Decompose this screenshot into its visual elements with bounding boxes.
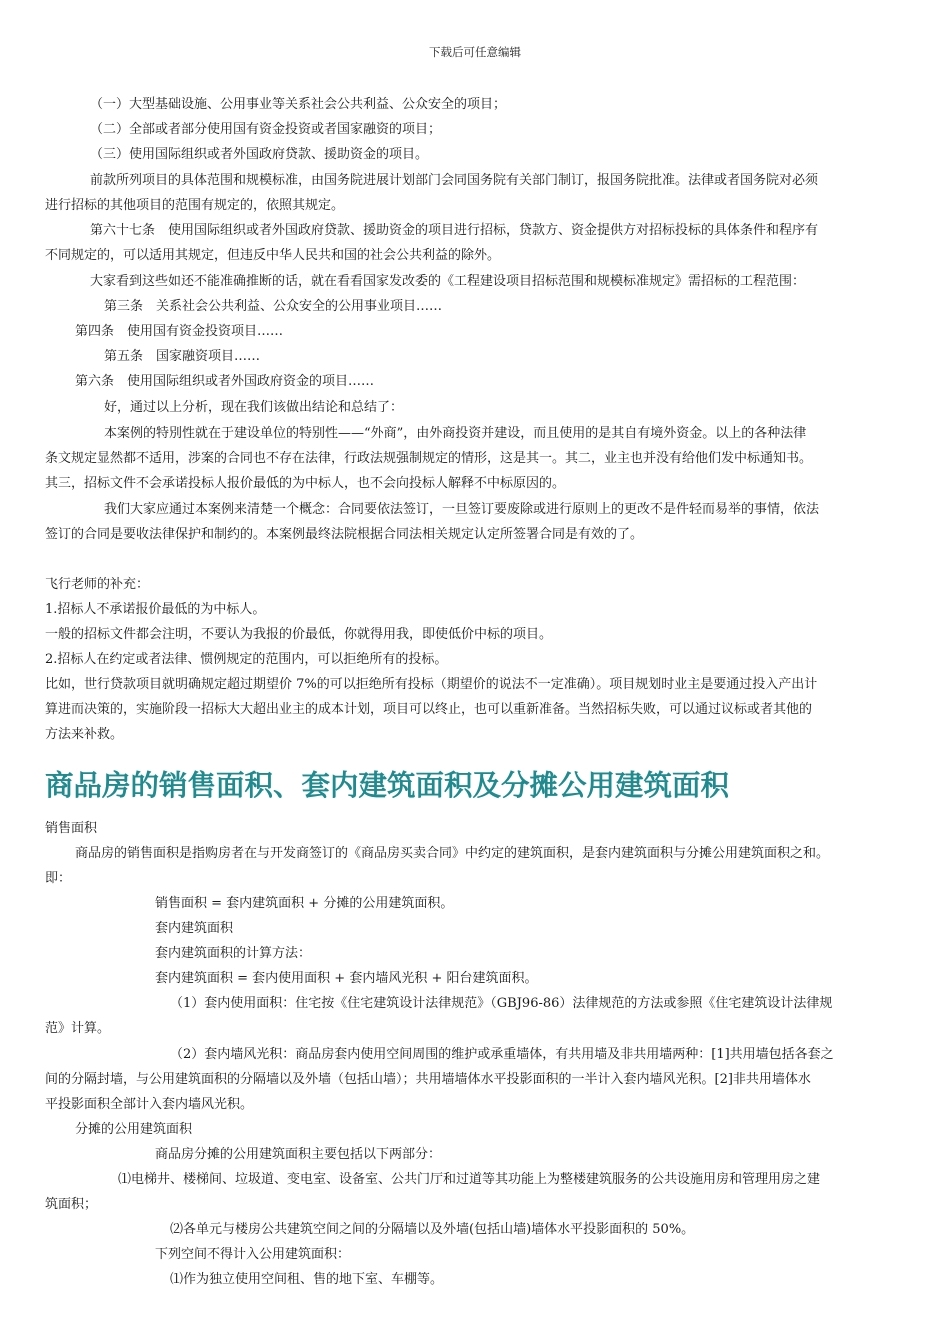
article-line: 第四条 使用国有资金投资项目…… (75, 324, 284, 339)
article-line: 第三条 关系社会公共利益、公众安全的公用事业项目…… (104, 299, 443, 314)
tip-line: 算进而决策的，实施阶段一招标大大超出业主的成本计划，项目可以终止，也可以重新准备。当然招标失败，可以通过议标或者其他的 (45, 702, 813, 717)
article-line: 第六条 使用国际组织或者外国政府资金的项目…… (75, 374, 375, 389)
paragraph-line: 进行招标的其他项目的范围有规定的，依照其规定。 (45, 198, 345, 213)
paragraph-line: 套内建筑面积的计算方法： (155, 946, 312, 961)
paragraph-line: 好，通过以上分析，现在我们该做出结论和总结了： (104, 400, 404, 415)
teacher-note-heading: 飞行老师的补充： (45, 577, 150, 592)
page-header: 下载后可任意编辑 (429, 45, 521, 59)
paragraph-line: 商品房分摊的公用建筑面积主要包括以下两部分： (155, 1147, 442, 1162)
section-title: 商品房的销售面积、套内建筑面积及分摊公用建筑面积 (45, 769, 730, 802)
subheading: 分摊的公用建筑面积 (75, 1122, 193, 1137)
paragraph-line: 本案例的特別性就在于建设单位的特别性——“外商”，由外商投资并建设，而且使用的是其自有境外资金。以上的各种法律 (104, 426, 807, 441)
list-item: （一）大型基础设施、公用事业等关系社会公共利益、公众安全的项目； (90, 97, 507, 112)
paragraph-line: 第六十七条 使用国际组织或者外国政府贷款、援助资金的项目进行招标，贷款方、资金提供方对招标投标的具体条件和程序有 (90, 223, 819, 238)
formula-line: 套内建筑面积 = 套内使用面积 + 套内墙风光积 + 阳台建筑面积。 (155, 971, 538, 986)
list-item: （三）使用国际组织或者外国政府贷款、援助资金的项目。 (90, 147, 429, 162)
subheading: 套内建筑面积 (155, 921, 234, 936)
paragraph-line: 范》计算。 (45, 1021, 111, 1036)
tip-line: 一般的招标文件都会注明，不要认为我报的价最低，你就得用我，即使低价中标的项目。 (45, 627, 553, 642)
article-line: 第五条 国家融资项目…… (104, 349, 261, 364)
tip-line: 比如，世行贷款项目就明确规定超过期望价 7%的可以拒绝所有投标（期望价的说法不一定准确）。项目规划时业主是要通过投入产出计 (45, 677, 818, 692)
list-item: （二）全部或者部分使用国有资金投资或者国家融资的项目； (90, 122, 442, 137)
list-item: 筑面积； (45, 1197, 98, 1212)
subheading: 销售面积 (45, 821, 98, 836)
paragraph-line: 平投影面积全部计入套内墙风光积。 (45, 1097, 254, 1112)
paragraph-line: （2）套内墙风光积：商品房套内使用空间周围的维护或承重墙体，有共用墙及非共用墙两种：[1]共用墙包括各套之 (170, 1047, 834, 1062)
tip-line: 1.招标人不承诺报价最低的为中标人。 (45, 602, 266, 617)
tip-line: 2.招标人在约定或者法律、惯例规定的范围内，可以拒绝所有的投标。 (45, 652, 448, 667)
paragraph-line: 不同规定的，可以适用其规定，但违反中华人民共和国的社会公共利益的除外。 (45, 248, 501, 263)
formula-line: 销售面积 = 套内建筑面积 + 分摊的公用建筑面积。 (155, 896, 454, 911)
paragraph-line: 下列空间不得计入公用建筑面积： (155, 1247, 351, 1262)
list-item: ⑴电梯井、楼梯间、垃圾道、变电室、设备室、公共门厅和过道等其功能上为整楼建筑服务的公共设施用房和管理用房之建 (118, 1172, 821, 1187)
paragraph-line: 即： (45, 871, 72, 886)
tip-line: 方法来补救。 (45, 727, 124, 742)
paragraph-line: 大家看到这些如还不能准确推断的话，就在看看国家发改委的《工程建设项目招标范围和规模标准规定》需招标的工程范围： (90, 274, 806, 289)
paragraph-line: 前款所列项目的具体范围和规模标准，由国务院进展计划部门会同国务院有关部门制订，报国务院批准。法律或者国务院对必须 (90, 173, 819, 188)
list-item: ⑴作为独立使用空间租、售的地下室、车棚等。 (170, 1272, 444, 1287)
paragraph-line: 签订的合同是要收法律保护和制约的。本案例最终法院根据合同法相关规定认定所签署合同是有效的了。 (45, 527, 644, 542)
paragraph-line: 条文规定显然都不适用，涉案的合同也不存在法律，行政法规强制规定的情形，这是其一。其二，业主也并没有给他们发中标通知书。 (45, 451, 813, 466)
paragraph-line: 间的分隔封墙，与公用建筑面积的分隔墙以及外墙（包括山墙）；共用墙墙体水平投影面积的一半计入套内墙风光积。[2]非共用墙体水 (45, 1072, 811, 1087)
paragraph-line: 其三，招标文件不会承诺投标人报价最低的为中标人，也不会向投标人解释不中标原因的。 (45, 476, 566, 491)
paragraph-line: 我们大家应通过本案例来清楚一个概念：合同要依法签订，一旦签订要废除或进行原则上的更改不是件轻而易举的事情，依法 (104, 502, 820, 517)
list-item: ⑵各单元与楼房公共建筑空间之间的分隔墙以及外墙(包括山墙)墙体水平投影面积的 50%。 (170, 1222, 695, 1237)
paragraph-line: 商品房的销售面积是指购房者在与开发商签订的《商品房买卖合同》中约定的建筑面积，是套内建筑面积与分摊公用建筑面积之和。 (75, 846, 830, 861)
paragraph-line: （1）套内使用面积：住宅按《住宅建筑设计法律规范》（GBJ96-86）法律规范的方法或参照《住宅建筑设计法律规 (170, 996, 833, 1011)
